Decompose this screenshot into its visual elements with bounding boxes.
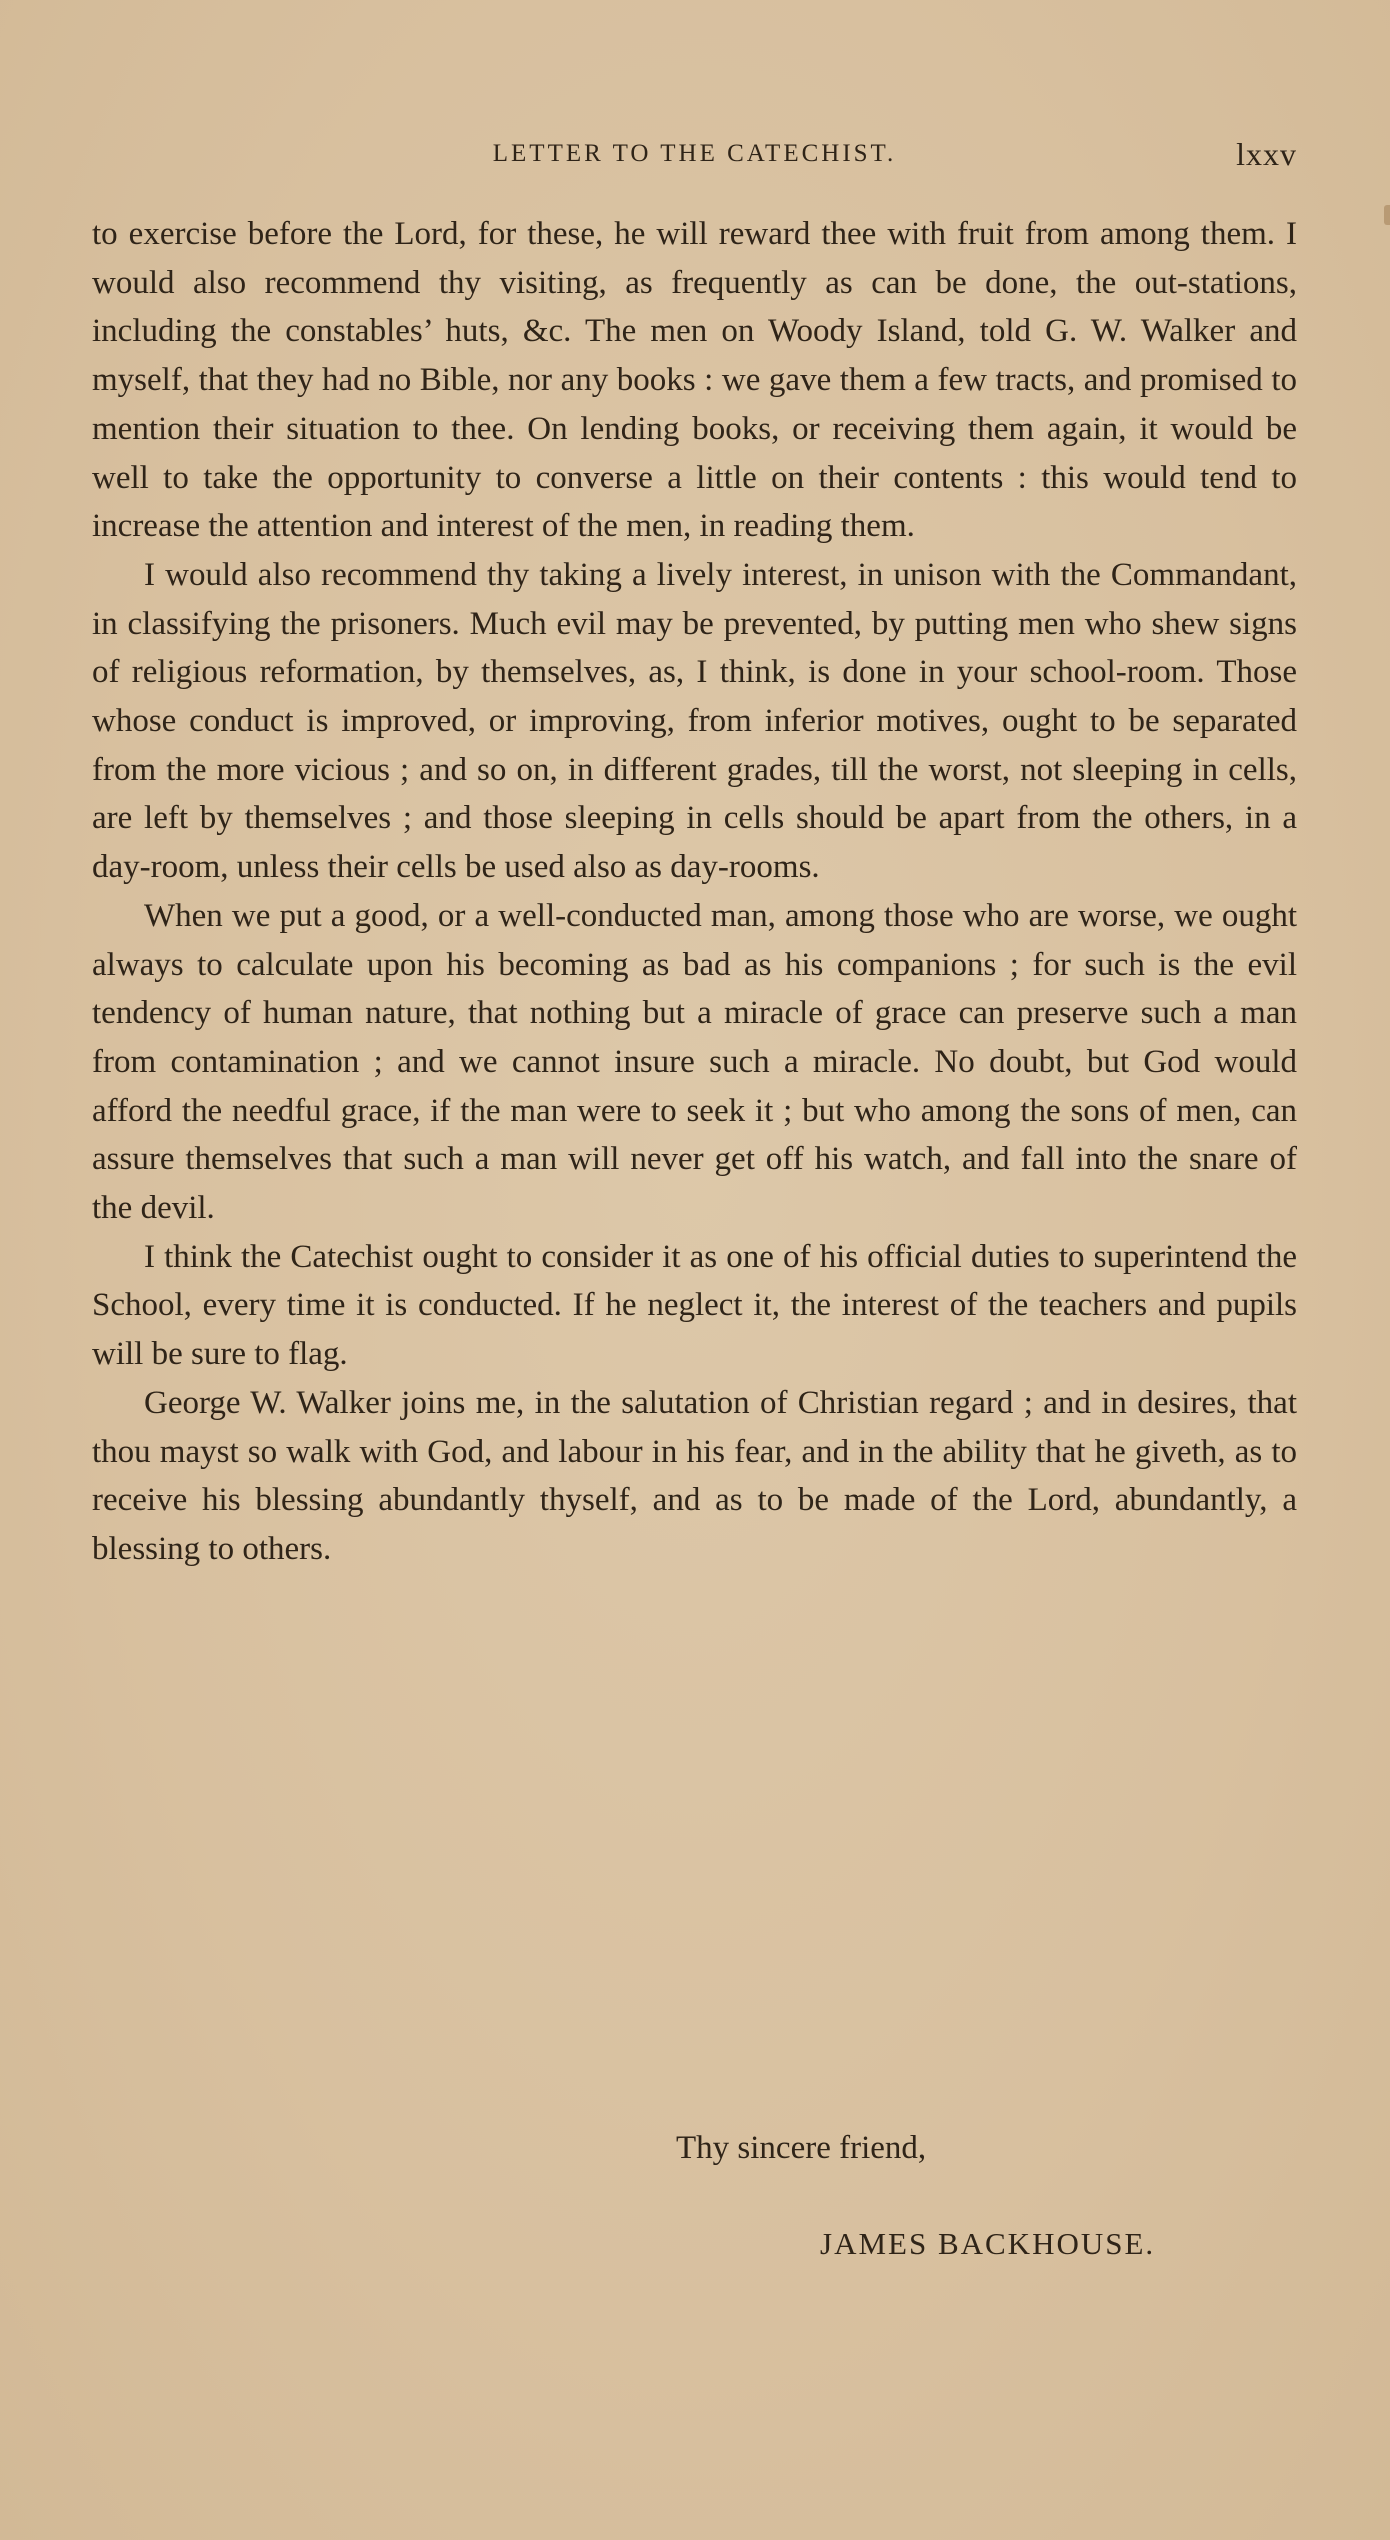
page-number: lxxv (1236, 136, 1297, 172)
paragraph-well-conducted-man: When we put a good, or a well-conducted man, among those who are worse, we ought always to calculate upon his becoming as bad as his companions ; for such is the evil tendency of human nature, that nothing but a miracle of grace can preserve such a man from contamination ; and we cannot insure such a miracle. No doubt, but God would afford the needful grace, if the man were to seek it ; but who among the sons of men, can assure themselves that such a man will never get off his watch, and fall into the snare of the devil. (92, 897, 1297, 1227)
paragraph-school-duties: I think the Catechist ought to consider it as one of his official duties to superintend the School, every time it is conducted. If he neglect it, the interest of the teachers and pupils will be sure to flag. (92, 1238, 1297, 1373)
letter-body (92, 210, 1297, 1574)
paragraph-salutation: George W. Walker joins me, in the salutation of Christian regard ; and in desires, that thou mayst so walk with God, and labour in his fear, and in the ability that he giveth, as to receive his blessing abundantly thyself, and as to be made of the Lord, abundantly, a blessing to others. (92, 1384, 1297, 1567)
paragraph-classifying-prisoners: I would also recommend thy taking a lively interest, in unison with the Commandant, in classifying the prisoners. Much evil may be prevented, by putting men who shew signs of religious reformation, by themselves, as, I think, is done in your school-room. Those whose conduct is improved, or improving, from inferior motives, ought to be separated from the more vicious ; and so on, in different grades, till the worst, not sleeping in cells, are left by themselves ; and those sleeping in cells should be apart from the others, in a day-room, unless their cells be used also as day-rooms. (92, 556, 1297, 886)
running-head: LETTER TO THE CATECHIST. (492, 140, 897, 167)
letter-closing: Thy sincere friend, (676, 2130, 927, 2166)
page-edge-mark (1384, 205, 1390, 225)
paragraph-continued: to exercise before the Lord, for these, he will reward thee with fruit from among them. I would also recommend thy visiting, as frequently as can be done, the out-stations, including the constables’ huts, &c. The men on Woody Island, told G. W. Walker and myself, that they had no Bible, nor any books : we gave them a few tracts, and promised to mention their situation to thee. On lending books, or receiving them again, it would be well to take the opportunity to converse a little on their contents : this would tend to increase the attention and interest of the men, in reading them. (92, 216, 1297, 545)
page-header (92, 136, 1297, 176)
letter-signature: JAMES BACKHOUSE. (820, 2226, 1156, 2261)
